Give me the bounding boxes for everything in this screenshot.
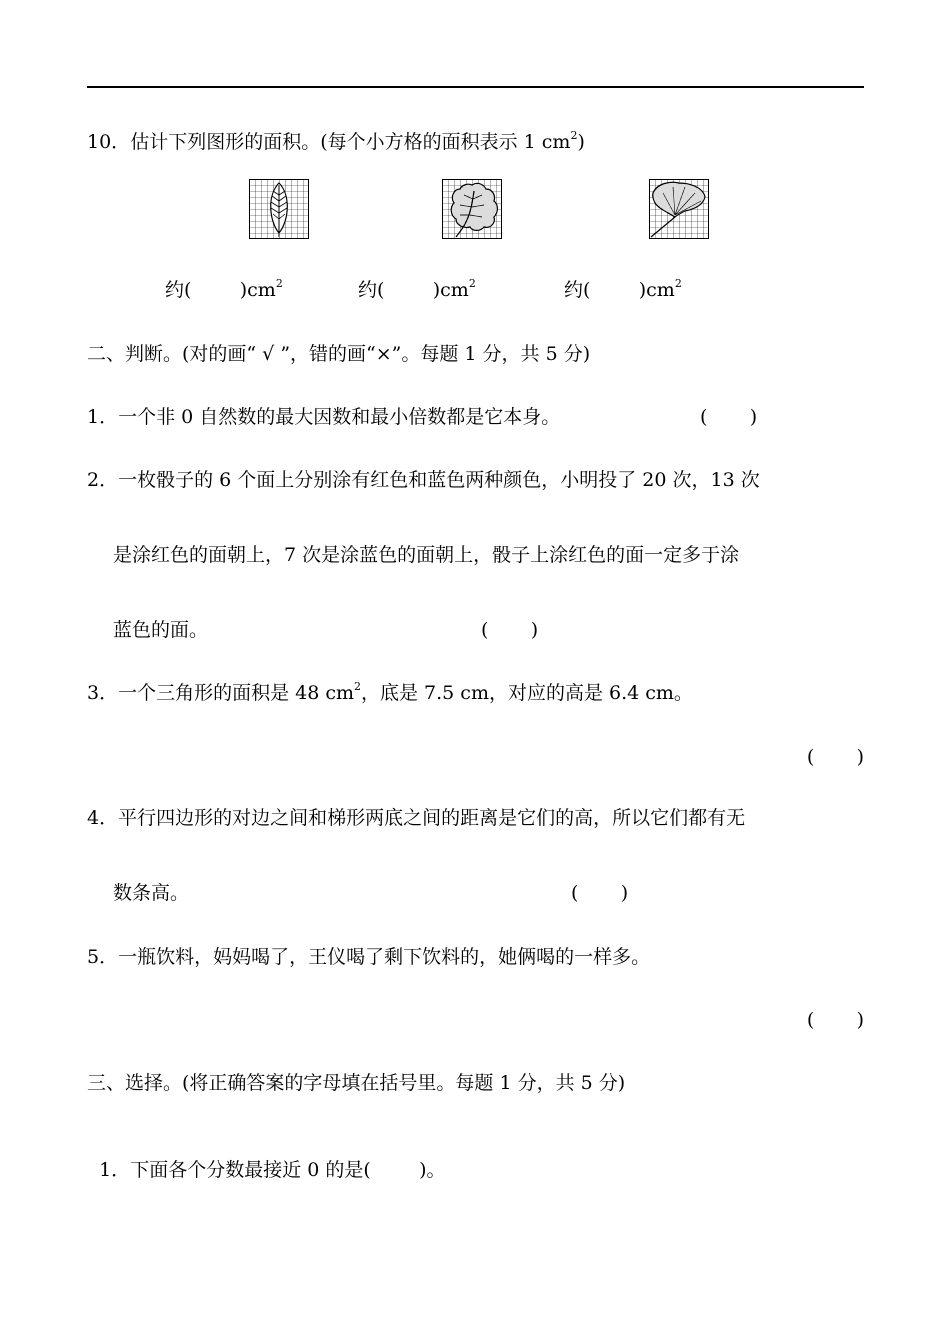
question-10 (87, 130, 585, 154)
judge-item-2: 2．一枚骰子的 6 个面上分别涂有红色和蓝色两种颜色，小明投了 20 次，13 次 (87, 469, 760, 491)
answer-blank-2[interactable]: 约( )$cm^2$ (358, 277, 476, 301)
judge-item-5: 5．一瓶饮料，妈妈喝了，王仪喝了剩下饮料的，她俩喝的一样多。 (87, 946, 651, 968)
choice-item-1: 1．下面各个分数最接近 0 的是( )。 (99, 1159, 446, 1181)
judge-item-1: 1．一个非 0 自然数的最大因数和最小倍数都是它本身。 (87, 406, 561, 428)
superscript: 2 (570, 129, 578, 142)
leaf-round-icon (442, 179, 502, 239)
judge-item-2-line-3: 蓝色的面。 (113, 619, 209, 641)
ginkgo-leaf-icon (649, 179, 709, 239)
answer-paren-3[interactable]: ( ) (806, 746, 864, 768)
answer-paren-4[interactable]: ( ) (571, 882, 629, 904)
answer-blank-3[interactable]: 约( )$cm^2$ (564, 277, 682, 301)
answer-blank-1[interactable]: 约( )$cm^2$ (165, 277, 283, 301)
section-3-title: 三、选择。(将正确答案的字母填在括号里。每题 1 分，共 5 分) (87, 1072, 626, 1094)
section-2-title: 二、判断。(对的画“ √ ”，错的画“×”。每题 1 分，共 5 分) (87, 343, 591, 365)
leaf-narrow-icon (249, 179, 309, 239)
judge-item-3: 3．一个三角形的面积是 48 $cm^2$，底是 7.5 cm，对应的高是 6.4 cm。 (87, 680, 693, 704)
answer-paren-1[interactable]: ( ) (700, 406, 758, 428)
judge-item-4-line-2: 数条高。 (113, 882, 190, 904)
answer-paren-5[interactable]: ( ) (806, 1009, 864, 1031)
top-rule (87, 86, 864, 88)
judge-item-2-line-2: 是涂红色的面朝上，7 次是涂蓝色的面朝上，骰子上涂红色的面一定多于涂 (113, 544, 740, 566)
question-number: 10． (87, 131, 131, 153)
judge-item-4: 4．平行四边形的对边之间和梯形两底之间的距离是它们的高，所以它们都有无 (87, 807, 746, 829)
question-text: 估计下列图形的面积。(每个小方格的面积表示 1 cm (130, 131, 571, 153)
answer-paren-2[interactable]: ( ) (481, 619, 539, 641)
question-tail: ) (577, 131, 585, 153)
